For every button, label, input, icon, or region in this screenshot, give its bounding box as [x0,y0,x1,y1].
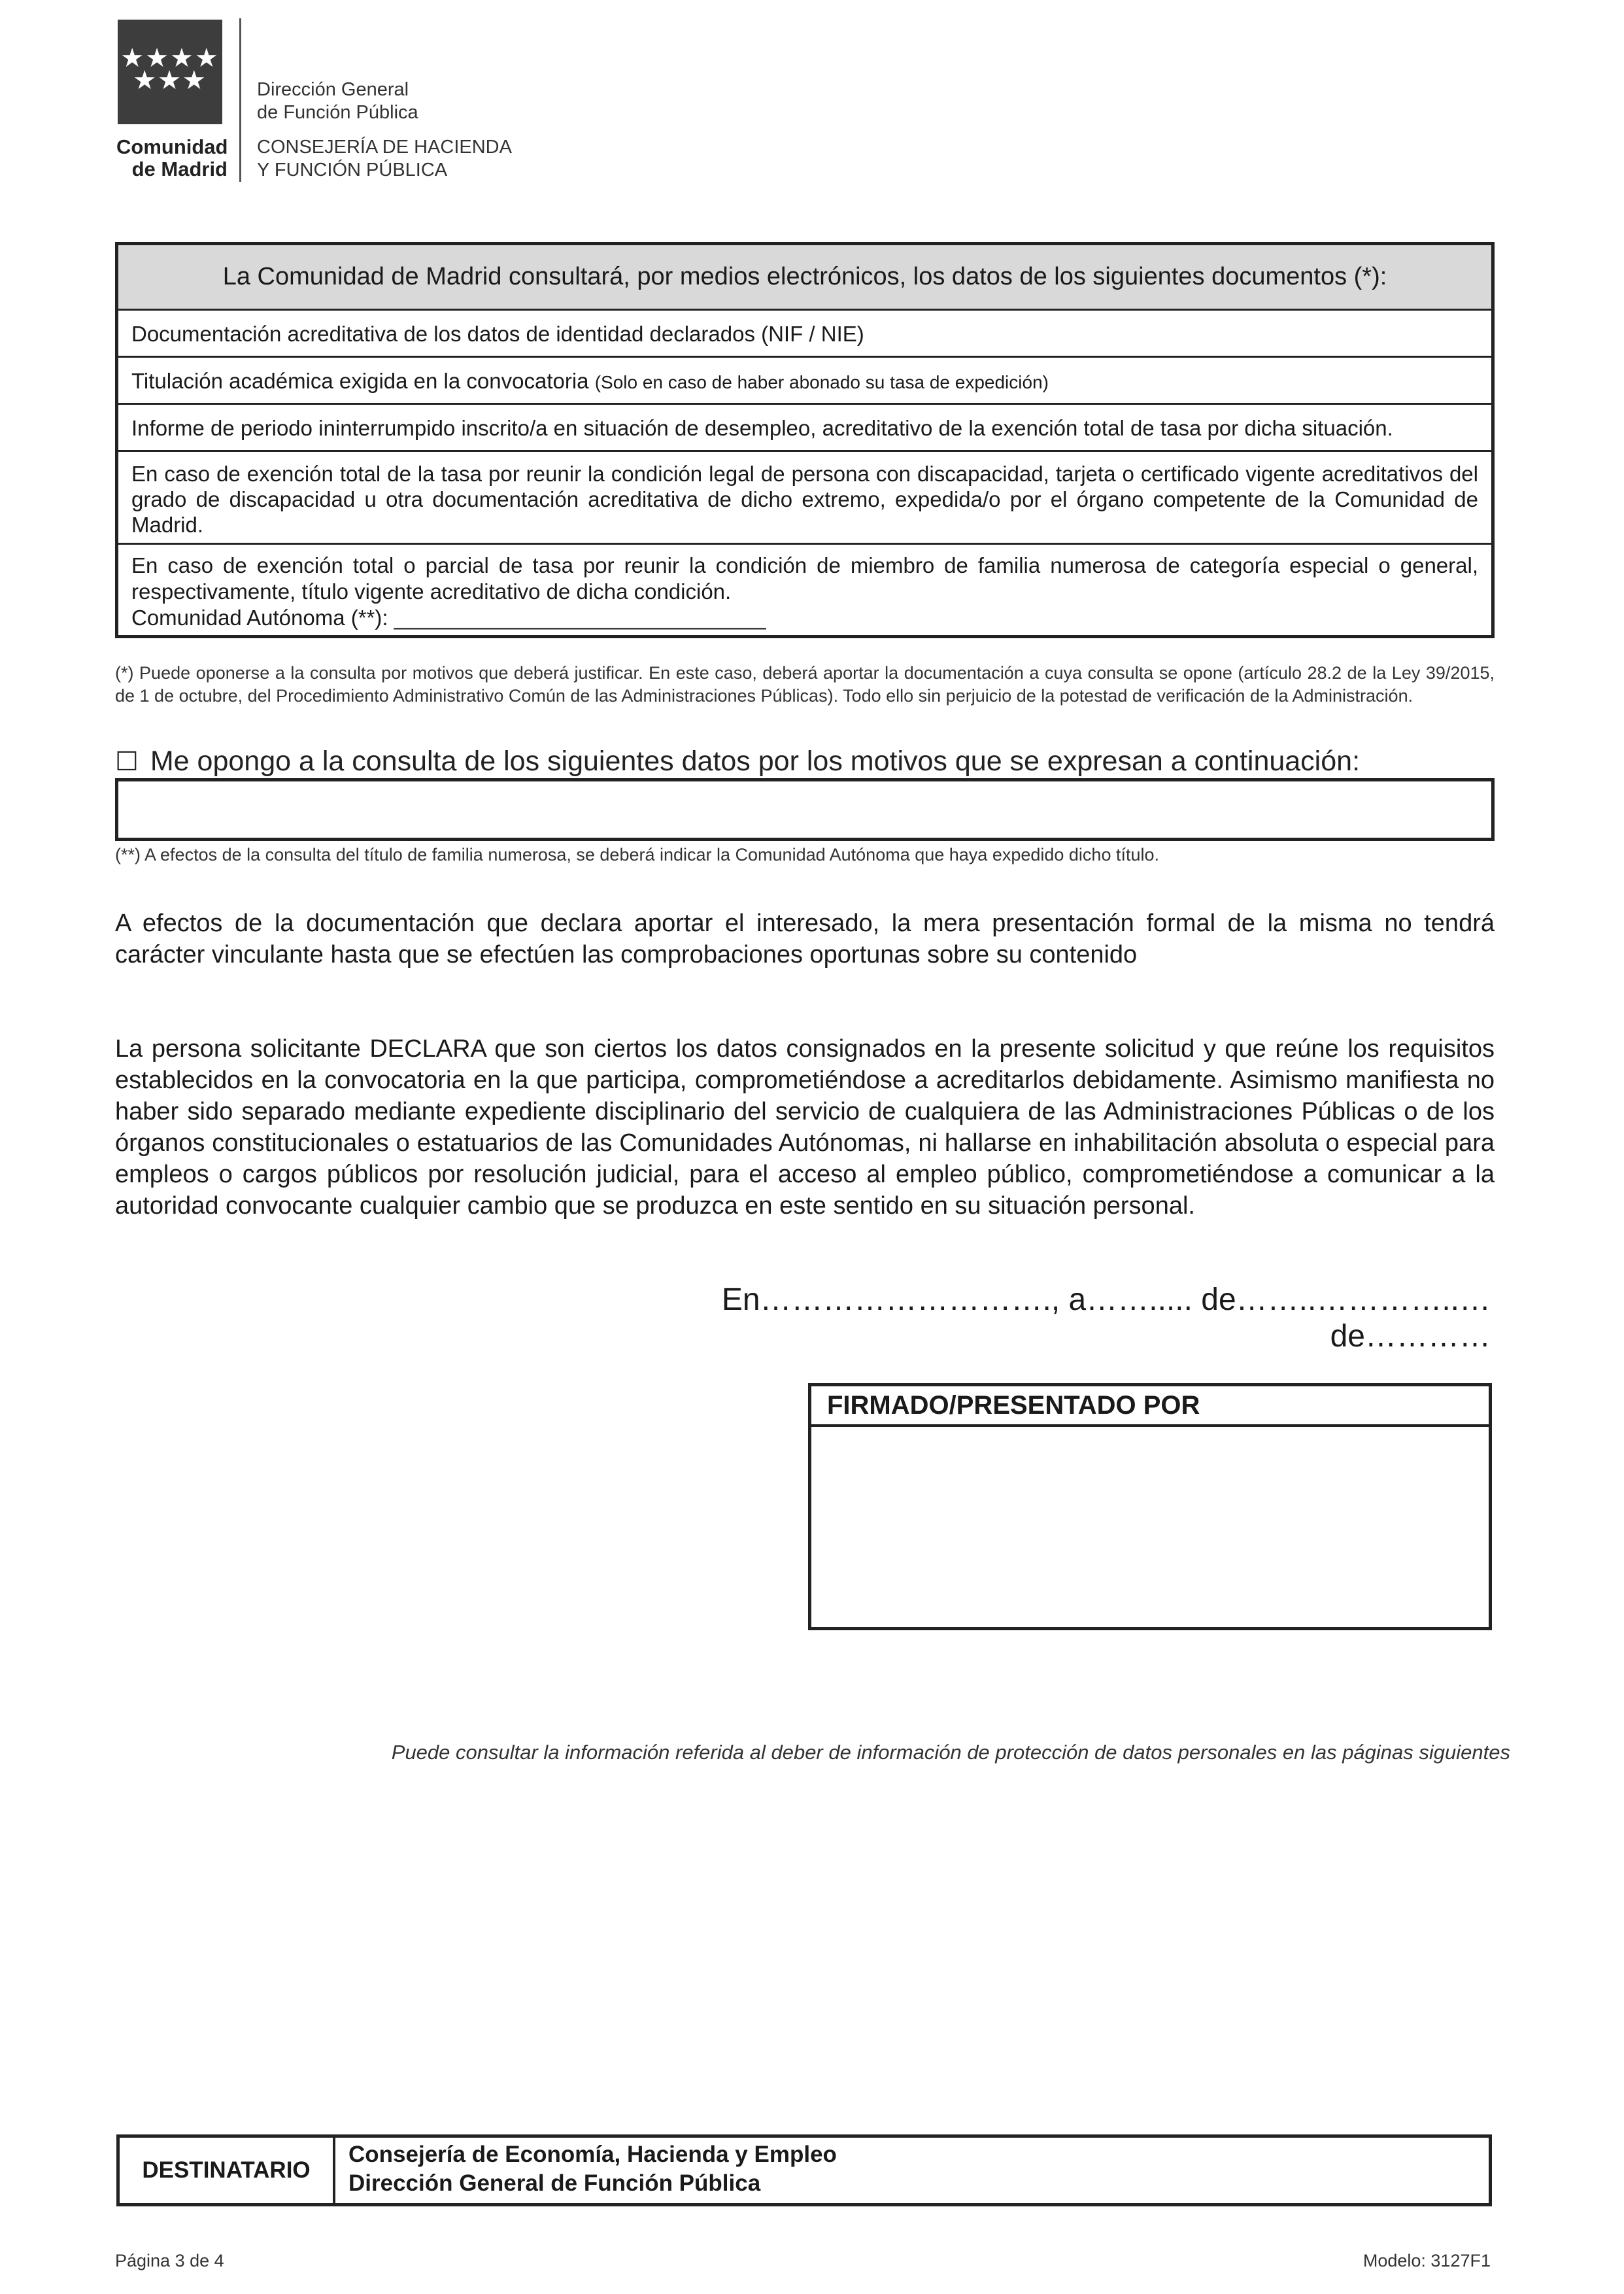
logo-line-1: Comunidad [116,135,228,158]
ministry-line-1: CONSEJERÍA DE HACIENDA [257,137,512,158]
table-row [118,356,1491,403]
table-row [118,543,1491,638]
header-divider [239,18,241,182]
row-degree-note: (Solo en caso de haber abonado su tasa de expedición) [594,372,1049,392]
oppose-reason-input[interactable] [115,778,1495,841]
department-name [257,78,418,124]
oppose-checkbox-row[interactable] [115,744,1360,779]
privacy-note: Puede consultar la información referida al deber de información de protección de datos personales en las páginas siguientes [391,1741,1510,1764]
row-identity: Documentación acreditativa de los datos de identidad declarados (NIF / NIE) [131,322,864,346]
row-disability: En caso de exención total de la tasa por reunir la condición legal de persona con discapacidad, tarjeta o certificado vigente acreditativos del grado de discapacidad u otra documentación acreditativa de dicho extremo, expedida/o por el órgano competente de la Comunidad de Madrid. [131,462,1478,537]
recipient-address [348,2140,837,2198]
logo-stars-icon: ★★★★ ★★★ [120,44,220,95]
oppose-checkbox[interactable]: ☐ [115,747,139,776]
place-date-field[interactable]: En………………………., a……..... de……..…………..… de………… [721,1282,1491,1354]
department-line-2: de Función Pública [257,102,418,123]
table-heading: La Comunidad de Madrid consultará, por medios electrónicos, los datos de los siguientes documentos (*): [118,245,1491,309]
ministry-line-2: Y FUNCIÓN PÚBLICA [257,160,448,180]
table-row [118,450,1491,543]
recipient-box [116,2134,1492,2206]
table-row [118,403,1491,450]
recipient-label: DESTINATARIO [120,2138,335,2203]
oppose-label: Me opongo a la consulta de los siguientes datos por los motivos que se expresan a continuación: [150,745,1361,777]
signature-box[interactable] [808,1383,1492,1630]
footnote-large-family: (**) A efectos de la consulta del título de familia numerosa, se deberá indicar la Comunidad Autónoma que haya expedido dicho título. [115,845,1159,865]
table-row [118,309,1491,356]
documentation-notice: A efectos de la documentación que declara aportar el interesado, la mera presentación formal de la misma no tendrá carácter vinculante hasta que se efectúen las comprobaciones oportunas sobre su contenido [115,910,1495,968]
row-unemployment: Informe de periodo ininterrumpido inscrito/a en situación de desempleo, acreditativo de la exención total de tasa por dicha situación. [131,416,1393,440]
row-large-family: En caso de exención total o parcial de tasa por reunir la condición de miembro de familia numerosa de categoría especial o general, respectivamente, título vigente acreditativo de dicha condición. [131,553,1478,604]
signature-title: FIRMADO/PRESENTADO POR [811,1386,1489,1427]
row-degree: Titulación académica exigida en la convocatoria [131,369,589,393]
model-code: Modelo: 3127F1 [1362,2251,1491,2270]
department-line-1: Dirección General [257,79,409,100]
consultation-table [115,242,1495,638]
declaration-text: La persona solicitante DECLARA que son ciertos los datos consignados en la presente solicitud y que reúne los requisitos establecidos en la convocatoria en la que participa, comprometiéndose a acreditarlos debidamente. Asimismo manifiesta no haber sido separado mediante expediente disciplinario del servicio de cualquiera de las Administraciones Públicas o de los órganos constitucionales o estatuarios de las Comunidades Autónomas, ni hallarse en inhabilitación absoluta o especial para empleos o cargos públicos por resolución judicial, para el acceso al empleo público, comprometiéndose a comunicar a la autoridad convocante cualquier cambio que se produzca en este sentido en su situación personal. [115,1035,1495,1220]
ministry-name [257,136,512,182]
recipient-line-2: Dirección General de Función Pública [348,2170,761,2196]
logo-wordmark [116,136,228,180]
footnote-oppose: (*) Puede oponerse a la consulta por motivos que deberá justificar. En este caso, deberá aportar la documentación a cuya consulta se opone (artículo 28.2 de la Ley 39/2015, de 1 de octubre, del Procedimiento Administrativo Común de las Administraciones Públicas). Todo ello sin perjuicio de la potestad de verificación de la Administración. [115,663,1495,706]
autonomous-community-field[interactable]: Comunidad Autónoma (**): _______________________________ [131,606,766,630]
logo-line-2: de Madrid [131,158,228,180]
page-number: Página 3 de 4 [115,2251,224,2270]
recipient-line-1: Consejería de Economía, Hacienda y Empleo [348,2142,837,2167]
